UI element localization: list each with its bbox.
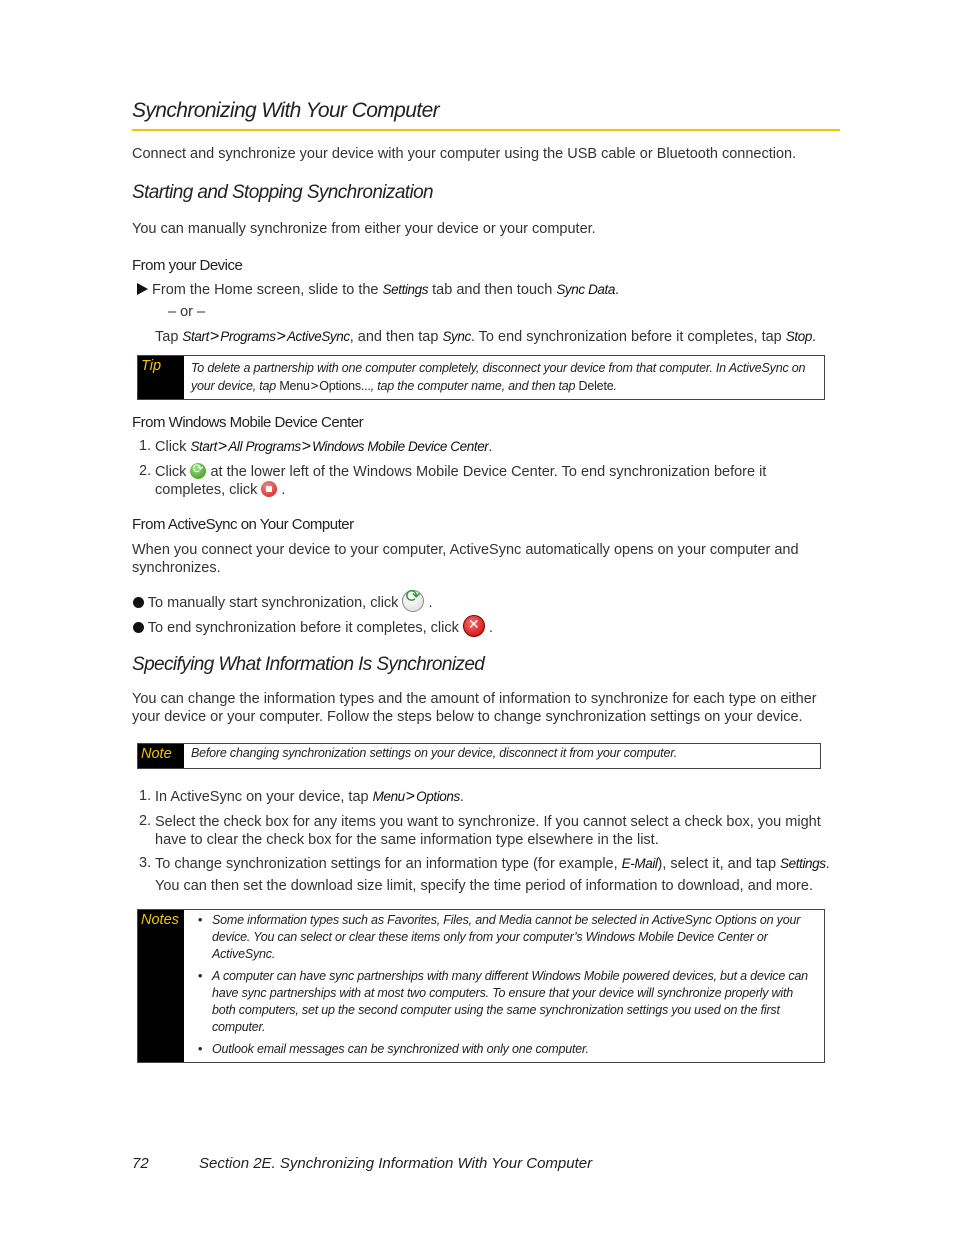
activesync-pc-text: When you connect your device to your computer, ActiveSync automatically opens on your computer and synchronizes. xyxy=(132,542,799,576)
text: From the Home screen, slide to the xyxy=(152,282,383,298)
note-text: Before changing synchronization settings on your device, disconnect it from your computer. xyxy=(191,746,677,760)
wmdc-step-1 xyxy=(155,438,835,456)
list-item: • Some information types such as Favorites, Files, and Media cannot be selected in ActiveSync Options on your device. You can select or clear these items only from your computer’s Windows Mobile Device Center or ActiveSync. xyxy=(198,912,816,963)
text: . To end synchronization before it completes, tap xyxy=(470,329,786,345)
text: . xyxy=(459,789,464,805)
text: at the lower left of the Windows Mobile Device Center. To end synchronization before it xyxy=(206,464,767,480)
chevron-right-icon: > xyxy=(209,328,220,345)
tip-text xyxy=(191,360,818,395)
sync-icon xyxy=(190,463,206,479)
or-separator: – or – xyxy=(168,304,206,320)
ui-options: Options... xyxy=(319,379,371,393)
text: Click xyxy=(155,464,191,480)
ui-activesync: ActiveSync xyxy=(286,329,350,344)
ui-start: Start xyxy=(190,439,217,454)
ui-sync: Sync xyxy=(442,329,471,344)
chevron-right-icon: > xyxy=(405,788,416,805)
section-heading-specifying: Specifying What Information Is Synchronized xyxy=(132,654,485,675)
text: . xyxy=(281,482,286,498)
activesync-bullet-1 xyxy=(133,590,841,612)
ui-sync-data: Sync Data xyxy=(556,282,615,297)
wmdc-step-number-2: 2. xyxy=(139,463,152,479)
page-number: 72 xyxy=(132,1155,149,1172)
section2-step-number-3: 3. xyxy=(139,855,152,871)
wmdc-step-2 xyxy=(155,463,835,499)
section-heading-start-stop: Starting and Stopping Synchronization xyxy=(132,182,434,203)
ui-stop: Stop xyxy=(785,329,812,344)
notes-list xyxy=(198,912,816,1058)
intro-text: Connect and synchronize your device with your computer using the USB cable or Bluetooth connection. xyxy=(132,146,797,162)
text: . xyxy=(488,439,493,455)
text: Click xyxy=(155,439,191,455)
text: To manually start synchronization, click xyxy=(147,595,403,611)
tip-label: Tip xyxy=(138,356,184,399)
text: ), select it, and tap xyxy=(657,856,781,872)
ui-options: Options xyxy=(416,789,460,804)
text: To end synchronization before it completes, click xyxy=(147,620,463,636)
ui-settings: Settings xyxy=(780,856,826,871)
stop-icon xyxy=(463,615,485,637)
section2-step-number-2: 2. xyxy=(139,813,152,829)
activesync-bullet-2 xyxy=(133,615,841,637)
text: tab and then touch xyxy=(428,282,557,298)
wmdc-step-number-1: 1. xyxy=(139,438,152,454)
text: . xyxy=(615,282,620,298)
subheading-from-device: From your Device xyxy=(132,257,243,274)
title-rule xyxy=(132,129,840,131)
section2-step-2: Select the check box for any items you want to synchronize. If you cannot select a check box, you might have to clear the check box for the same information type elsewhere in the list. xyxy=(155,814,821,848)
tip-callout xyxy=(137,355,825,400)
subheading-wmdc: From Windows Mobile Device Center xyxy=(132,414,364,431)
footer-section-title: Section 2E. Synchronizing Information With Your Computer xyxy=(199,1155,593,1172)
section2-step-3-cont: You can then set the download size limit, specify the time period of information to download, and more. xyxy=(155,878,813,894)
notes-callout xyxy=(137,909,825,1063)
bullet-icon xyxy=(133,622,144,633)
text: . xyxy=(488,620,493,636)
notes-text xyxy=(198,912,816,1063)
ui-wmdc: Windows Mobile Device Center xyxy=(312,439,489,454)
stop-icon xyxy=(261,481,277,497)
text: To delete a partnership with one computer completely, disconnect your device from that computer. In ActiveSync on your device, tap xyxy=(191,361,806,393)
text: , and then tap xyxy=(349,329,443,345)
list-item: • A computer can have sync partnerships with many different Windows Mobile powered devices, but a device can have sync partnerships with at most two computers. To ensure that your device will synchronize properly with both computers, set up the second computer using the same synchronization settings you used on the first computer. xyxy=(198,968,816,1036)
text: , tap the computer name, and then tap xyxy=(370,379,579,393)
ui-menu: Menu xyxy=(372,789,405,804)
list-item: • Outlook email messages can be synchronized with only one computer. xyxy=(198,1041,816,1058)
device-alt-step xyxy=(155,328,845,346)
ui-all-programs: All Programs xyxy=(228,439,301,454)
section2-text: You can change the information types and the amount of information to synchronize for each type on either your device or your computer. Follow the steps below to change synchronization settings on your device. xyxy=(132,691,817,725)
note-callout xyxy=(137,743,821,769)
ui-menu: Menu xyxy=(279,379,310,393)
text: . xyxy=(428,595,433,611)
section-text: You can manually synchronize from either your device or your computer. xyxy=(132,221,596,237)
bullet-icon xyxy=(133,597,144,608)
text: In ActiveSync on your device, tap xyxy=(155,789,373,805)
text: . xyxy=(825,856,830,872)
sync-icon xyxy=(402,590,424,612)
text: To change synchronization settings for an information type (for example, xyxy=(155,856,622,872)
ui-settings: Settings xyxy=(382,282,429,297)
ui-email: E-Mail xyxy=(621,856,658,871)
chevron-right-icon: > xyxy=(301,438,312,455)
text: . xyxy=(613,379,617,393)
page-title: Synchronizing With Your Computer xyxy=(132,99,440,122)
device-step xyxy=(137,281,840,299)
ui-start: Start xyxy=(182,329,209,344)
section2-step-1 xyxy=(155,788,835,806)
chevron-right-icon: > xyxy=(217,438,228,455)
subheading-activesync-pc: From ActiveSync on Your Computer xyxy=(132,516,354,533)
text: . xyxy=(811,329,816,345)
text: Tap xyxy=(155,329,183,345)
chevron-right-icon: > xyxy=(276,328,286,345)
ui-programs: Programs xyxy=(220,329,276,344)
text: completes, click xyxy=(155,482,262,498)
section2-step-number-1: 1. xyxy=(139,788,152,804)
section2-step-3 xyxy=(155,855,845,873)
note-label: Note xyxy=(138,744,184,768)
ui-delete: Delete xyxy=(578,379,614,393)
arrow-bullet-icon xyxy=(137,283,148,295)
chevron-right-icon: > xyxy=(310,378,319,393)
notes-label: Notes xyxy=(138,910,184,1062)
